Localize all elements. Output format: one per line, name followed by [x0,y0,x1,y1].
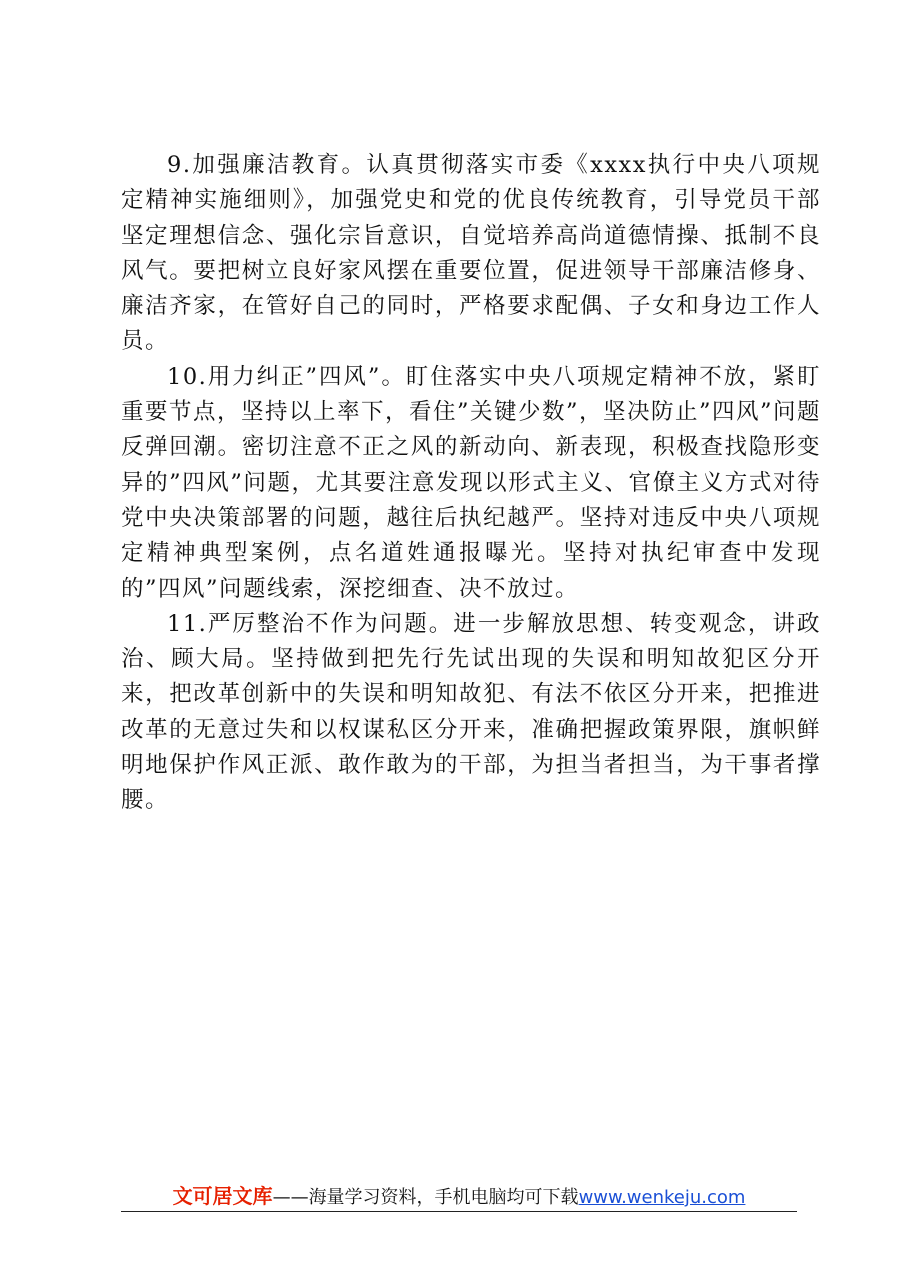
paragraph-9: 9.加强廉洁教育。认真贯彻落实市委《xxxx执行中央八项规定精神实施细则》，加强党史和党的优良传统教育，引导党员干部坚定理想信念、强化宗旨意识，自觉培养高尚道德情操、抵制不良风气。要把树立良好家风摆在重要位置，促进领导干部廉洁修身、廉洁齐家，在管好自己的同时，严格要求配偶、子女和身边工作人员。 [121,152,821,355]
footer-slogan: ——海量学习资料，手机电脑均可下载 [272,1187,579,1208]
page-footer [121,1183,797,1213]
paragraph-11: 11.严厉整治不作为问题。进一步解放思想、转变观念，讲政治、顾大局。坚持做到把先行先试出现的失误和明知故犯区分开来，把改革创新中的失误和明知故犯、有法不依区分开来，把推进改革的无意过失和以权谋私区分开来，准确把握政策界限，旗帜鲜明地保护作风正派、敢作敢为的干部，为担当者担当，为干事者撑腰。 [121,610,821,814]
footer-banner [121,1183,797,1209]
document-body [121,148,821,819]
footer-site-link[interactable]: www.wenkeju.com [578,1187,746,1208]
footer-brand: 文可居文库 [172,1184,273,1208]
footer-divider [121,1211,797,1212]
paragraph-10: 10.用力纠正”四风”。盯住落实中央八项规定精神不放，紧盯重要节点，坚持以上率下，看住”关键少数”，坚决防止”四风”问题反弹回潮。密切注意不正之风的新动向、新表现，积极查找隐形变异的”四风”问题，尤其要注意发现以形式主义、官僚主义方式对待党中央决策部署的问题，越往后执纪越严。坚持对违反中央八项规定精神典型案例，点名道姓通报曝光。坚持对执纪审查中发现的”四风”问题线索，深挖细查、决不放过。 [121,363,822,602]
